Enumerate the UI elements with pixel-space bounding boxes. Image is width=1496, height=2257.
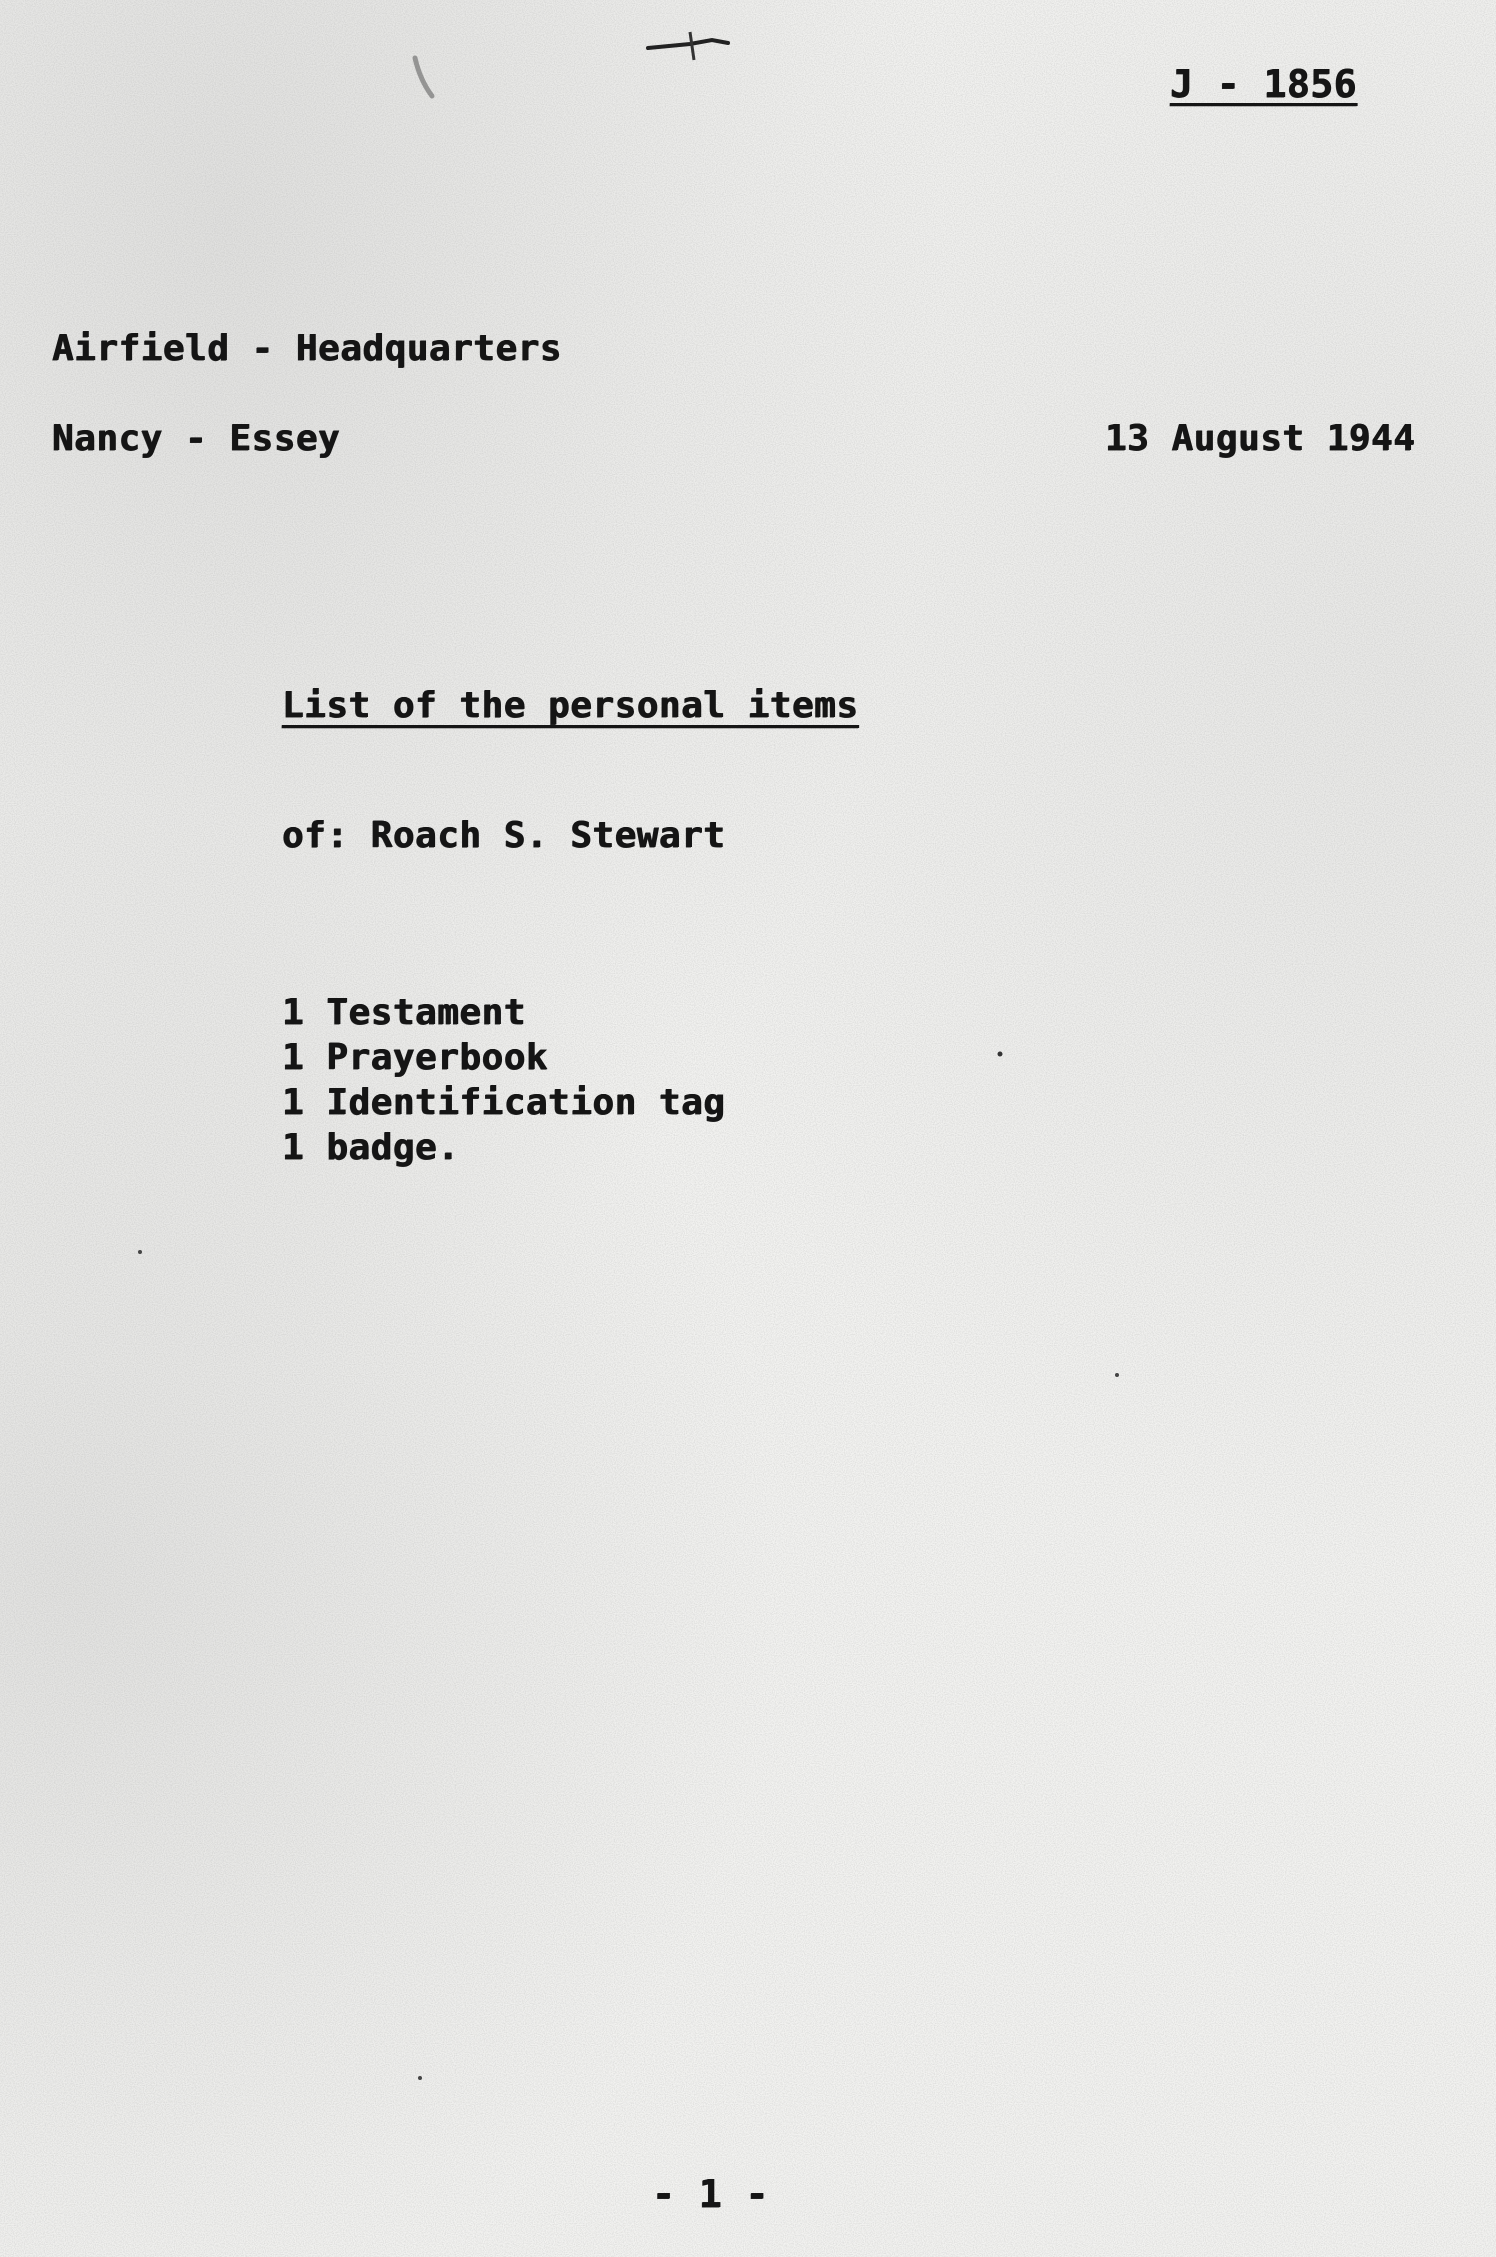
pencil-mark: [648, 40, 728, 48]
personal-items-list: [282, 990, 725, 1170]
list-item: 1 Testament: [282, 992, 526, 1033]
owner-line: of: Roach S. Stewart: [282, 815, 726, 856]
speck: [418, 2076, 422, 2080]
faint-stroke: [415, 58, 432, 96]
document-title: List of the personal items: [282, 685, 859, 726]
pencil-mark-2: [690, 32, 694, 60]
document-date: 13 August 1944: [1105, 418, 1416, 459]
speck: [1115, 1373, 1119, 1377]
speck: [138, 1250, 142, 1254]
list-item: 1 Prayerbook: [282, 1037, 549, 1078]
list-item: 1 badge.: [282, 1127, 460, 1168]
header-headquarters: Airfield - Headquarters: [52, 328, 562, 369]
list-item: 1 Identification tag: [282, 1082, 726, 1123]
reference-number: J - 1856: [1170, 62, 1358, 106]
header-location: Nancy - Essey: [52, 418, 341, 459]
page-number: - 1 -: [652, 2172, 769, 2216]
speck: [998, 1052, 1003, 1057]
